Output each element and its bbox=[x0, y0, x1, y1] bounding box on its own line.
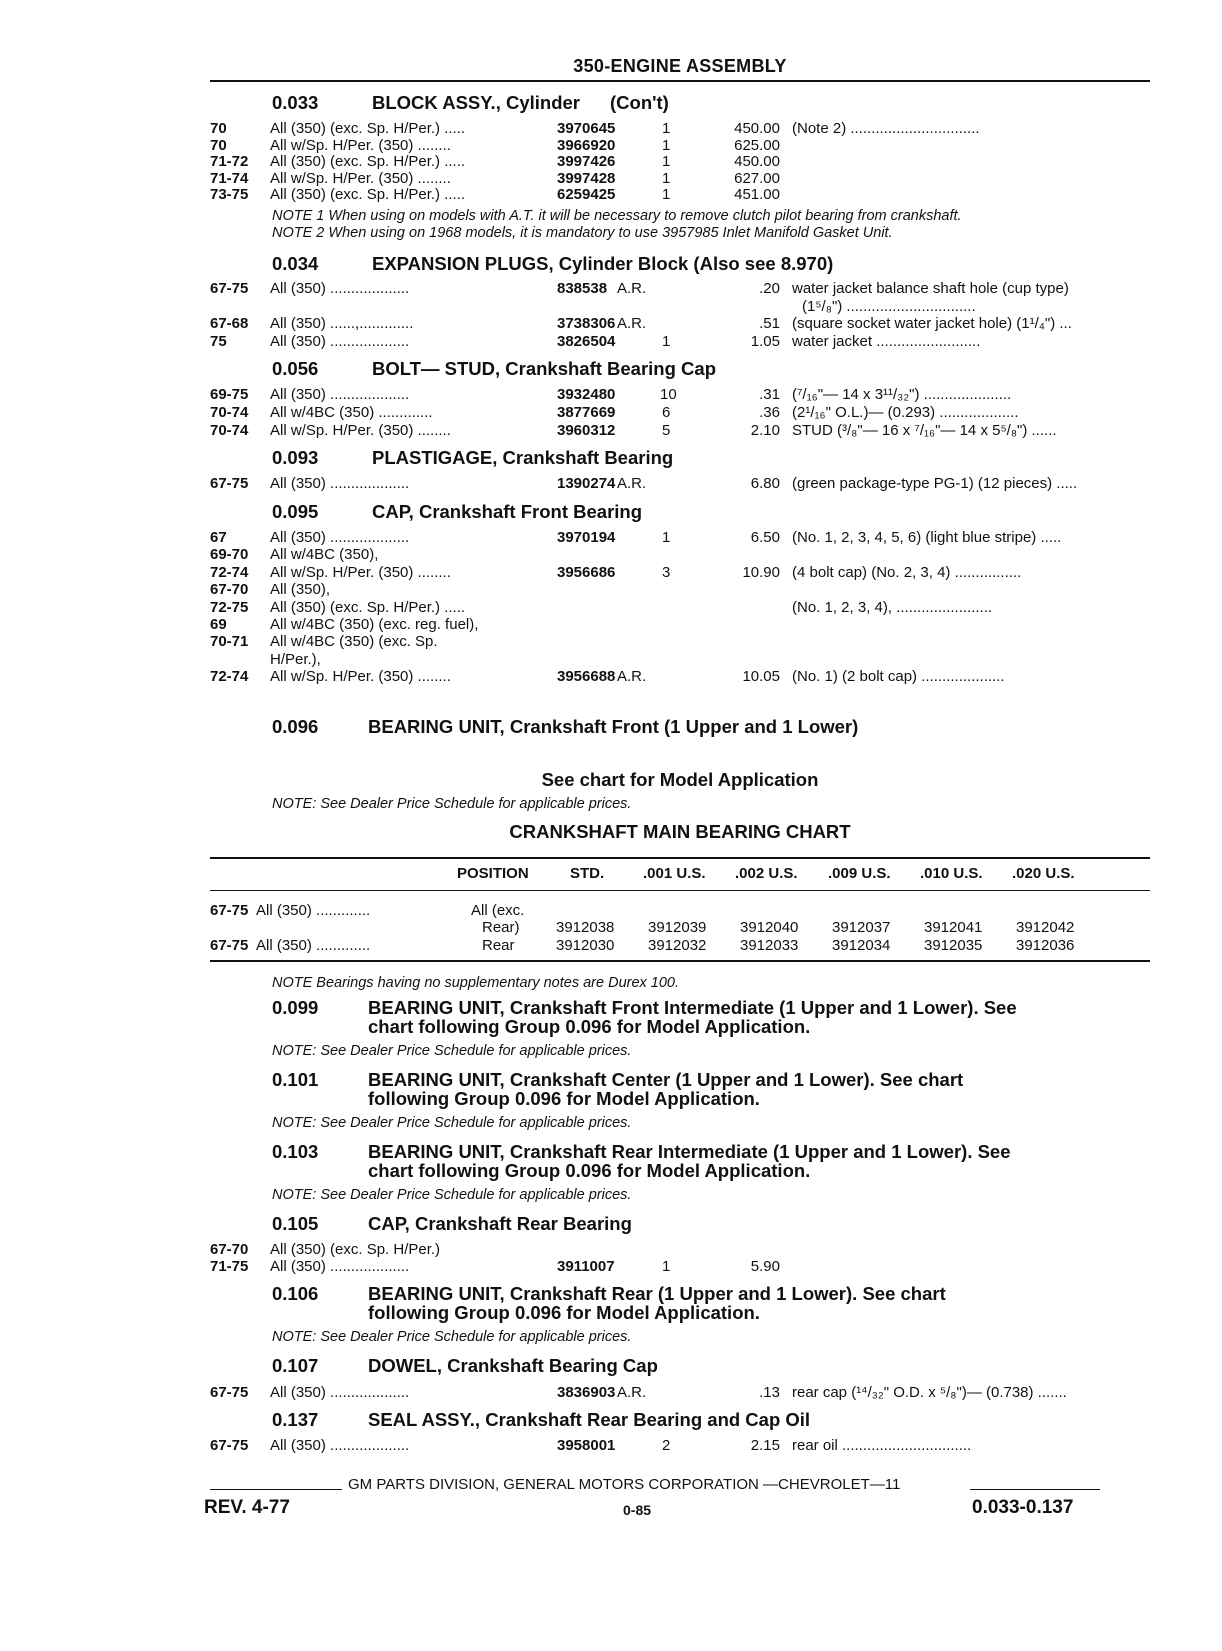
chart-header-std: STD. bbox=[570, 865, 605, 882]
parts-row bbox=[210, 633, 1150, 651]
model-year: 72-74 bbox=[210, 668, 249, 686]
group-title: CAP, Crankshaft Rear Bearing bbox=[368, 1213, 632, 1234]
remarks: (No. 1, 2, 3, 4, 5, 6) (light blue stripe) ..... bbox=[792, 529, 1062, 546]
remarks: (⁷/₁₆"— 14 x 3¹¹/₃₂") ..................... bbox=[792, 386, 1012, 403]
model-year: 69-70 bbox=[210, 546, 249, 564]
group-number: 0.106 bbox=[272, 1283, 319, 1304]
model-year: 70-74 bbox=[210, 404, 249, 421]
group-number: 0.095 bbox=[272, 501, 319, 522]
group-title bbox=[368, 1142, 1148, 1180]
application: All w/Sp. H/Per. (350) ........ bbox=[270, 422, 451, 439]
model-year: 73-75 bbox=[210, 186, 249, 203]
model-year: 71-72 bbox=[210, 153, 249, 170]
group-0-056-heading bbox=[272, 358, 716, 380]
application: All w/Sp. H/Per. (350) ........ bbox=[270, 668, 451, 686]
chart-row-1-001: 3912039 bbox=[648, 919, 707, 936]
group-title-line-1: BEARING UNIT, Crankshaft Rear Intermediate (1 Upper and 1 Lower). See bbox=[368, 1141, 1011, 1162]
parts-row bbox=[210, 529, 1150, 547]
application: All (350) (exc. Sp. H/Per.) ..... bbox=[270, 186, 466, 203]
quantity: 3 bbox=[662, 563, 671, 581]
model-year: 67 bbox=[210, 529, 227, 546]
note-2: NOTE 2 When using on 1968 models, it is mandatory to use 3957985 Inlet Manifold Gasket Unit. bbox=[272, 225, 893, 241]
quantity: 2 bbox=[662, 1437, 671, 1454]
price: 625.00 bbox=[734, 136, 780, 154]
price: .36 bbox=[759, 404, 780, 421]
application: All w/4BC (350) (exc. reg. fuel), bbox=[270, 616, 479, 633]
parts-row bbox=[210, 616, 1150, 634]
group-title: BEARING UNIT, Crankshaft Front (1 Upper and 1 Lower) bbox=[368, 716, 859, 737]
price-note: NOTE: See Dealer Price Schedule for applicable prices. bbox=[272, 1329, 632, 1345]
model-year: 69-75 bbox=[210, 386, 249, 403]
catalog-page bbox=[204, 50, 1150, 1640]
remarks: rear oil ............................... bbox=[792, 1437, 972, 1454]
price: 2.15 bbox=[750, 1437, 780, 1454]
chart-row-1-002: 3912040 bbox=[740, 919, 799, 936]
application: All (350) ................... bbox=[270, 332, 410, 350]
model-year: 67-75 bbox=[210, 1437, 249, 1454]
group-0-033-heading bbox=[272, 92, 669, 114]
application: All (350) ................... bbox=[270, 280, 410, 297]
group-0-105-heading bbox=[272, 1213, 632, 1235]
chart-row-2-year: 67-75 bbox=[210, 937, 249, 954]
parts-row bbox=[210, 651, 1150, 669]
group-title: BLOCK ASSY., Cylinder bbox=[372, 92, 580, 113]
parts-row bbox=[210, 1258, 1150, 1276]
parts-row bbox=[210, 422, 1150, 440]
group-0-096-heading bbox=[272, 716, 858, 738]
application: All (350) ................... bbox=[270, 475, 410, 492]
chart-row-1-year: 67-75 bbox=[210, 902, 249, 919]
parts-row bbox=[210, 315, 1150, 333]
parts-row bbox=[210, 120, 1150, 138]
footer-revision: REV. 4-77 bbox=[204, 1497, 290, 1518]
group-0-093-heading bbox=[272, 447, 673, 469]
group-title-line-1: BEARING UNIT, Crankshaft Center (1 Upper and 1 Lower). See chart bbox=[368, 1069, 964, 1090]
price: .20 bbox=[759, 280, 780, 297]
price-note: NOTE: See Dealer Price Schedule for applicable prices. bbox=[272, 1043, 632, 1059]
group-title-line-2: following Group 0.096 for Model Application. bbox=[368, 1088, 760, 1109]
application: All (350) (exc. Sp. H/Per.) ..... bbox=[270, 598, 466, 616]
application: All (350) ......,............. bbox=[270, 315, 414, 332]
quantity: 1 bbox=[662, 1258, 671, 1275]
chart-row-2-desc: All (350) ............. bbox=[256, 937, 371, 954]
part-number: 3836903 bbox=[557, 1384, 616, 1401]
parts-row bbox=[210, 1437, 1150, 1455]
application: All w/4BC (350), bbox=[270, 546, 379, 564]
quantity: A.R. bbox=[617, 280, 647, 297]
parts-row bbox=[210, 581, 1150, 599]
group-number: 0.099 bbox=[272, 997, 319, 1018]
remarks: rear cap (¹⁴/₃₂" O.D. x ⁵/₈")— (0.738) ....... bbox=[792, 1384, 1067, 1401]
price: 451.00 bbox=[734, 186, 780, 203]
part-number: 3958001 bbox=[557, 1437, 616, 1454]
parts-row bbox=[210, 170, 1150, 188]
remarks: (4 bolt cap) (No. 2, 3, 4) ................ bbox=[792, 563, 1022, 581]
quantity: 1 bbox=[662, 136, 671, 154]
footer-rule-right bbox=[970, 1489, 1100, 1490]
remarks: (1⁵/₈") ............................... bbox=[802, 297, 976, 315]
price: 10.05 bbox=[742, 668, 780, 686]
price: .13 bbox=[759, 1384, 780, 1401]
page-title: 350-ENGINE ASSEMBLY bbox=[573, 56, 787, 76]
application: H/Per.), bbox=[270, 650, 321, 668]
group-title: CAP, Crankshaft Front Bearing bbox=[372, 501, 643, 522]
group-0-107-heading bbox=[272, 1355, 658, 1377]
part-number: 6259425 bbox=[557, 186, 616, 203]
price: 6.80 bbox=[750, 475, 780, 492]
price: .51 bbox=[759, 315, 780, 332]
group-title-line-1: BEARING UNIT, Crankshaft Front Intermediate (1 Upper and 1 Lower). See bbox=[368, 997, 1017, 1018]
group-0-137-heading bbox=[272, 1409, 810, 1431]
chart-row-2-020: 3912036 bbox=[1016, 937, 1075, 954]
remarks: (Note 2) ............................... bbox=[792, 120, 980, 137]
model-year: 72-74 bbox=[210, 563, 249, 581]
group-number: 0.107 bbox=[272, 1355, 319, 1376]
parts-row bbox=[210, 475, 1150, 493]
quantity: 1 bbox=[662, 186, 671, 203]
parts-row bbox=[210, 404, 1150, 422]
group-0-095-heading bbox=[272, 501, 642, 523]
quantity: 5 bbox=[662, 422, 671, 439]
application: All (350) (exc. Sp. H/Per.) ..... bbox=[270, 120, 466, 137]
group-title bbox=[368, 1284, 1148, 1322]
application: All w/4BC (350) (exc. Sp. bbox=[270, 633, 438, 651]
group-number: 0.101 bbox=[272, 1069, 319, 1090]
group-continued: (Con't) bbox=[610, 92, 669, 113]
part-number: 3970194 bbox=[557, 529, 616, 546]
group-number: 0.056 bbox=[272, 358, 319, 379]
quantity: A.R. bbox=[617, 475, 647, 492]
quantity: A.R. bbox=[617, 1384, 647, 1401]
part-number: 3911007 bbox=[557, 1258, 615, 1275]
group-title bbox=[368, 998, 1148, 1036]
footer-rule-left bbox=[210, 1489, 342, 1490]
chart-row-1-position: All (exc. bbox=[471, 902, 525, 919]
model-year: 69 bbox=[210, 616, 227, 633]
price: 450.00 bbox=[734, 153, 780, 170]
chart-row-1-std: 3912038 bbox=[556, 919, 615, 936]
part-number: 3932480 bbox=[557, 386, 616, 403]
application: All w/Sp. H/Per. (350) ........ bbox=[270, 136, 451, 154]
price: .31 bbox=[759, 386, 780, 403]
chart-title: CRANKSHAFT MAIN BEARING CHART bbox=[509, 821, 851, 842]
part-number: 3970645 bbox=[557, 120, 616, 137]
parts-row bbox=[210, 668, 1150, 686]
footer-corporation: GM PARTS DIVISION, GENERAL MOTORS CORPORATION —CHEVROLET—11 bbox=[348, 1476, 901, 1493]
chart-header-009: .009 U.S. bbox=[828, 865, 891, 882]
model-year: 75 bbox=[210, 332, 227, 350]
remarks: water jacket ......................... bbox=[792, 332, 981, 350]
application: All (350) (exc. Sp. H/Per.) ..... bbox=[270, 153, 466, 170]
parts-row bbox=[210, 599, 1150, 617]
chart-header-002: .002 U.S. bbox=[735, 865, 798, 882]
model-year: 70-74 bbox=[210, 422, 249, 439]
price: 1.05 bbox=[750, 332, 780, 350]
group-title: SEAL ASSY., Crankshaft Rear Bearing and Cap Oil bbox=[368, 1409, 811, 1430]
price-note: NOTE: See Dealer Price Schedule for applicable prices. bbox=[272, 1187, 632, 1203]
chart-row-2-010: 3912035 bbox=[924, 937, 983, 954]
chart-row-1-desc: All (350) ............. bbox=[256, 902, 371, 919]
price: 450.00 bbox=[734, 120, 780, 137]
remarks: (No. 1) (2 bolt cap) .................... bbox=[792, 668, 1005, 686]
application: All (350) ................... bbox=[270, 1437, 410, 1454]
parts-row bbox=[210, 333, 1150, 351]
chart-row-2-009: 3912034 bbox=[832, 937, 891, 954]
quantity: 10 bbox=[660, 386, 677, 403]
parts-row bbox=[210, 298, 1150, 316]
parts-row bbox=[210, 564, 1150, 582]
chart-header-020: .020 U.S. bbox=[1012, 865, 1075, 882]
group-title-line-2: chart following Group 0.096 for Model Application. bbox=[368, 1160, 811, 1181]
chart-row-1-position-2: Rear) bbox=[482, 919, 520, 936]
quantity: 1 bbox=[662, 169, 671, 187]
price: 10.90 bbox=[742, 563, 780, 581]
parts-row bbox=[210, 546, 1150, 564]
model-year: 67-75 bbox=[210, 1384, 249, 1401]
group-title: PLASTIGAGE, Crankshaft Bearing bbox=[372, 447, 674, 468]
model-year: 67-70 bbox=[210, 581, 249, 599]
chart-row-1-009: 3912037 bbox=[832, 919, 891, 936]
group-number: 0.105 bbox=[272, 1213, 319, 1234]
see-chart-heading: See chart for Model Application bbox=[541, 769, 819, 790]
model-year: 67-70 bbox=[210, 1241, 249, 1258]
quantity: 6 bbox=[662, 404, 671, 421]
group-title-line-1: BEARING UNIT, Crankshaft Rear (1 Upper and 1 Lower). See chart bbox=[368, 1283, 946, 1304]
model-year: 67-68 bbox=[210, 315, 249, 332]
quantity: 1 bbox=[662, 153, 671, 170]
quantity: A.R. bbox=[617, 315, 647, 332]
model-year: 70 bbox=[210, 120, 227, 137]
group-number: 0.103 bbox=[272, 1141, 319, 1162]
quantity: A.R. bbox=[617, 668, 647, 686]
remarks: (2¹/₁₆" O.L.)— (0.293) ................... bbox=[792, 404, 1019, 421]
chart-row-2-001: 3912032 bbox=[648, 937, 707, 954]
parts-row bbox=[210, 186, 1150, 204]
model-year: 72-75 bbox=[210, 598, 249, 616]
remarks: (green package-type PG-1) (12 pieces) ..... bbox=[792, 475, 1078, 492]
quantity: 1 bbox=[662, 120, 671, 137]
group-title: DOWEL, Crankshaft Bearing Cap bbox=[368, 1355, 658, 1376]
parts-row bbox=[210, 1241, 1150, 1259]
group-number: 0.137 bbox=[272, 1409, 319, 1430]
note-1: NOTE 1 When using on models with A.T. it will be necessary to remove clutch pilot bearing from crankshaft. bbox=[272, 208, 962, 224]
part-number: 3997428 bbox=[557, 169, 616, 187]
group-0-034-heading bbox=[272, 253, 833, 275]
group-title bbox=[368, 1070, 1148, 1108]
group-number: 0.096 bbox=[272, 716, 319, 737]
part-number: 3956688 bbox=[557, 668, 616, 686]
quantity: 1 bbox=[662, 529, 671, 546]
model-year: 71-75 bbox=[210, 1258, 249, 1275]
application: All (350) ................... bbox=[270, 1384, 410, 1401]
model-year: 67-75 bbox=[210, 475, 249, 492]
group-number: 0.033 bbox=[272, 92, 319, 113]
header-rule bbox=[210, 80, 1150, 82]
parts-row bbox=[210, 153, 1150, 171]
part-number: 3738306 bbox=[557, 315, 616, 332]
price: 2.10 bbox=[750, 422, 780, 439]
group-title: EXPANSION PLUGS, Cylinder Block (Also see 8.970) bbox=[372, 253, 834, 274]
remarks: water jacket balance shaft hole (cup type) bbox=[792, 280, 1069, 297]
part-number: 1390274 bbox=[557, 475, 616, 492]
chart-row-2-position: Rear bbox=[482, 937, 515, 954]
model-year: 70-71 bbox=[210, 633, 249, 651]
chart-row-2-std: 3912030 bbox=[556, 937, 615, 954]
chart-header-rule bbox=[210, 890, 1150, 891]
application: All w/Sp. H/Per. (350) ........ bbox=[270, 563, 451, 581]
application: All (350) ................... bbox=[270, 529, 410, 546]
parts-row bbox=[210, 137, 1150, 155]
chart-header-001: .001 U.S. bbox=[643, 865, 706, 882]
group-title-line-2: following Group 0.096 for Model Application. bbox=[368, 1302, 760, 1323]
remarks: (square socket water jacket hole) (1¹/₄") ... bbox=[792, 315, 1072, 332]
parts-row bbox=[210, 386, 1150, 404]
footer-page-number: 0-85 bbox=[623, 1502, 652, 1518]
price: 6.50 bbox=[750, 529, 780, 546]
chart-header-010: .010 U.S. bbox=[920, 865, 983, 882]
parts-row bbox=[210, 280, 1150, 298]
price: 5.90 bbox=[750, 1258, 780, 1275]
chart-note: NOTE Bearings having no supplementary notes are Durex 100. bbox=[272, 975, 680, 991]
chart-top-rule bbox=[210, 857, 1150, 859]
group-number: 0.034 bbox=[272, 253, 319, 274]
chart-header-position: POSITION bbox=[457, 865, 529, 882]
part-number: 3877669 bbox=[557, 404, 616, 421]
price: 627.00 bbox=[734, 169, 780, 187]
price-note: NOTE: See Dealer Price Schedule for applicable prices. bbox=[272, 796, 632, 812]
chart-row-2-002: 3912033 bbox=[740, 937, 799, 954]
application: All (350) ................... bbox=[270, 386, 410, 403]
chart-bottom-rule bbox=[210, 960, 1150, 962]
application: All w/Sp. H/Per. (350) ........ bbox=[270, 169, 451, 187]
price-note: NOTE: See Dealer Price Schedule for applicable prices. bbox=[272, 1115, 632, 1131]
part-number: 838538 bbox=[557, 280, 608, 297]
application: All w/4BC (350) ............. bbox=[270, 404, 433, 421]
part-number: 3960312 bbox=[557, 422, 616, 439]
model-year: 71-74 bbox=[210, 169, 249, 187]
group-title: BOLT— STUD, Crankshaft Bearing Cap bbox=[372, 358, 717, 379]
footer-group-range: 0.033-0.137 bbox=[972, 1497, 1074, 1518]
part-number: 3826504 bbox=[557, 332, 616, 350]
part-number: 3966920 bbox=[557, 136, 616, 154]
quantity: 1 bbox=[662, 332, 671, 350]
chart-row-1-010: 3912041 bbox=[924, 919, 983, 936]
part-number: 3997426 bbox=[557, 153, 616, 170]
group-title-line-2: chart following Group 0.096 for Model Application. bbox=[368, 1016, 811, 1037]
group-number: 0.093 bbox=[272, 447, 319, 468]
application: All (350), bbox=[270, 581, 331, 599]
model-year: 70 bbox=[210, 136, 227, 154]
chart-row-1-020: 3912042 bbox=[1016, 919, 1075, 936]
application: All (350) ................... bbox=[270, 1258, 410, 1275]
model-year: 67-75 bbox=[210, 280, 249, 297]
remarks: (No. 1, 2, 3, 4), ....................... bbox=[792, 598, 993, 616]
remarks: STUD (³/₈"— 16 x ⁷/₁₆"— 14 x 5⁵/₈") ...... bbox=[792, 422, 1057, 439]
part-number: 3956686 bbox=[557, 563, 616, 581]
application: All (350) (exc. Sp. H/Per.) bbox=[270, 1241, 441, 1258]
parts-row bbox=[210, 1384, 1150, 1402]
